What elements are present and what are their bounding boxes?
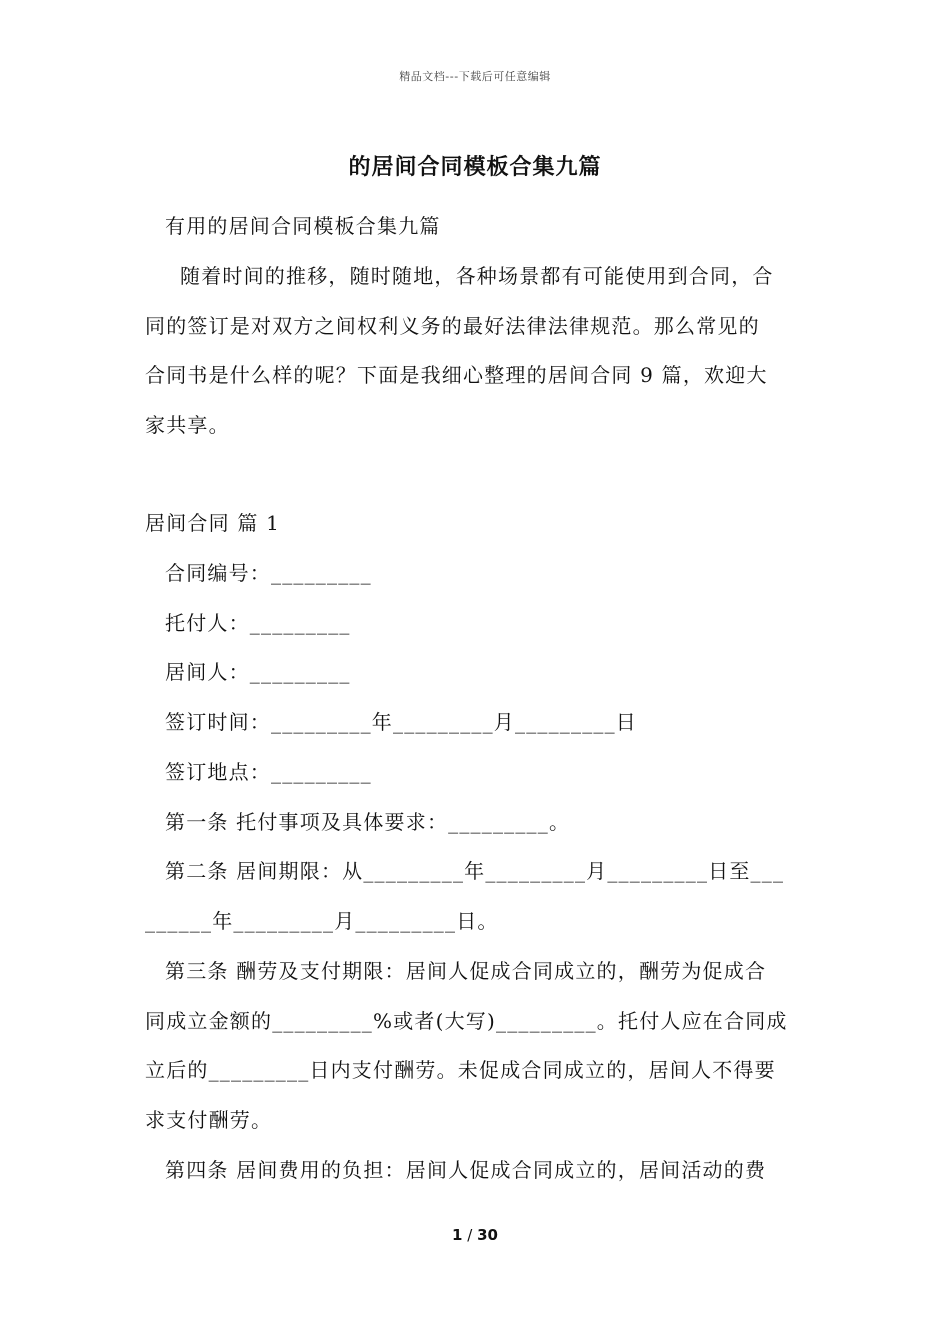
broker-line: 居间人：_________ — [165, 660, 351, 684]
intro-line-2: 同的签订是对双方之间权利义务的最好法律法律规范。那么常见的 — [145, 314, 760, 338]
page-header: 精品文档---下载后可任意编辑 — [399, 70, 551, 83]
article-4-line-1: 第四条 居间费用的负担：居间人促成合同成立的，居间活动的费 — [165, 1158, 767, 1182]
article-3-line-2: 同成立金额的_________%或者(大写)_________。托付人应在合同成 — [145, 1009, 788, 1033]
contract-number-line: 合同编号：_________ — [165, 561, 372, 585]
document-title: 的居间合同模板合集九篇 — [348, 154, 602, 180]
signing-date-line: 签订时间：_________年_________月_________日 — [165, 710, 637, 734]
article-2-line-1: 第二条 居间期限：从_________年_________月_________日至___ — [165, 859, 785, 883]
intro-line-3: 合同书是什么样的呢？下面是我细心整理的居间合同 9 篇，欢迎大 — [145, 363, 768, 387]
article-1-line: 第一条 托付事项及具体要求：_________。 — [165, 810, 571, 834]
article-3-line-3: 立后的_________日内支付酬劳。未促成合同成立的，居间人不得要 — [145, 1058, 776, 1082]
subtitle-line: 有用的居间合同模板合集九篇 — [165, 214, 441, 238]
section-heading: 居间合同 篇 1 — [145, 511, 281, 535]
current-page: 1 — [452, 1226, 463, 1244]
client-line: 托付人：_________ — [165, 611, 351, 635]
signing-place-line: 签订地点：_________ — [165, 760, 372, 784]
total-pages: 30 — [477, 1226, 498, 1244]
article-3-line-1: 第三条 酬劳及支付期限：居间人促成合同成立的，酬劳为促成合 — [165, 959, 767, 983]
intro-line-4: 家共享。 — [145, 413, 230, 437]
article-2-line-2: ______年_________月_________日。 — [145, 909, 499, 933]
intro-line-1: 随着时间的推移，随时随地，各种场景都有可能使用到合同，合 — [180, 264, 774, 288]
page-number — [0, 1226, 950, 1244]
page-separator: / — [462, 1226, 478, 1244]
article-3-line-4: 求支付酬劳。 — [145, 1108, 273, 1132]
